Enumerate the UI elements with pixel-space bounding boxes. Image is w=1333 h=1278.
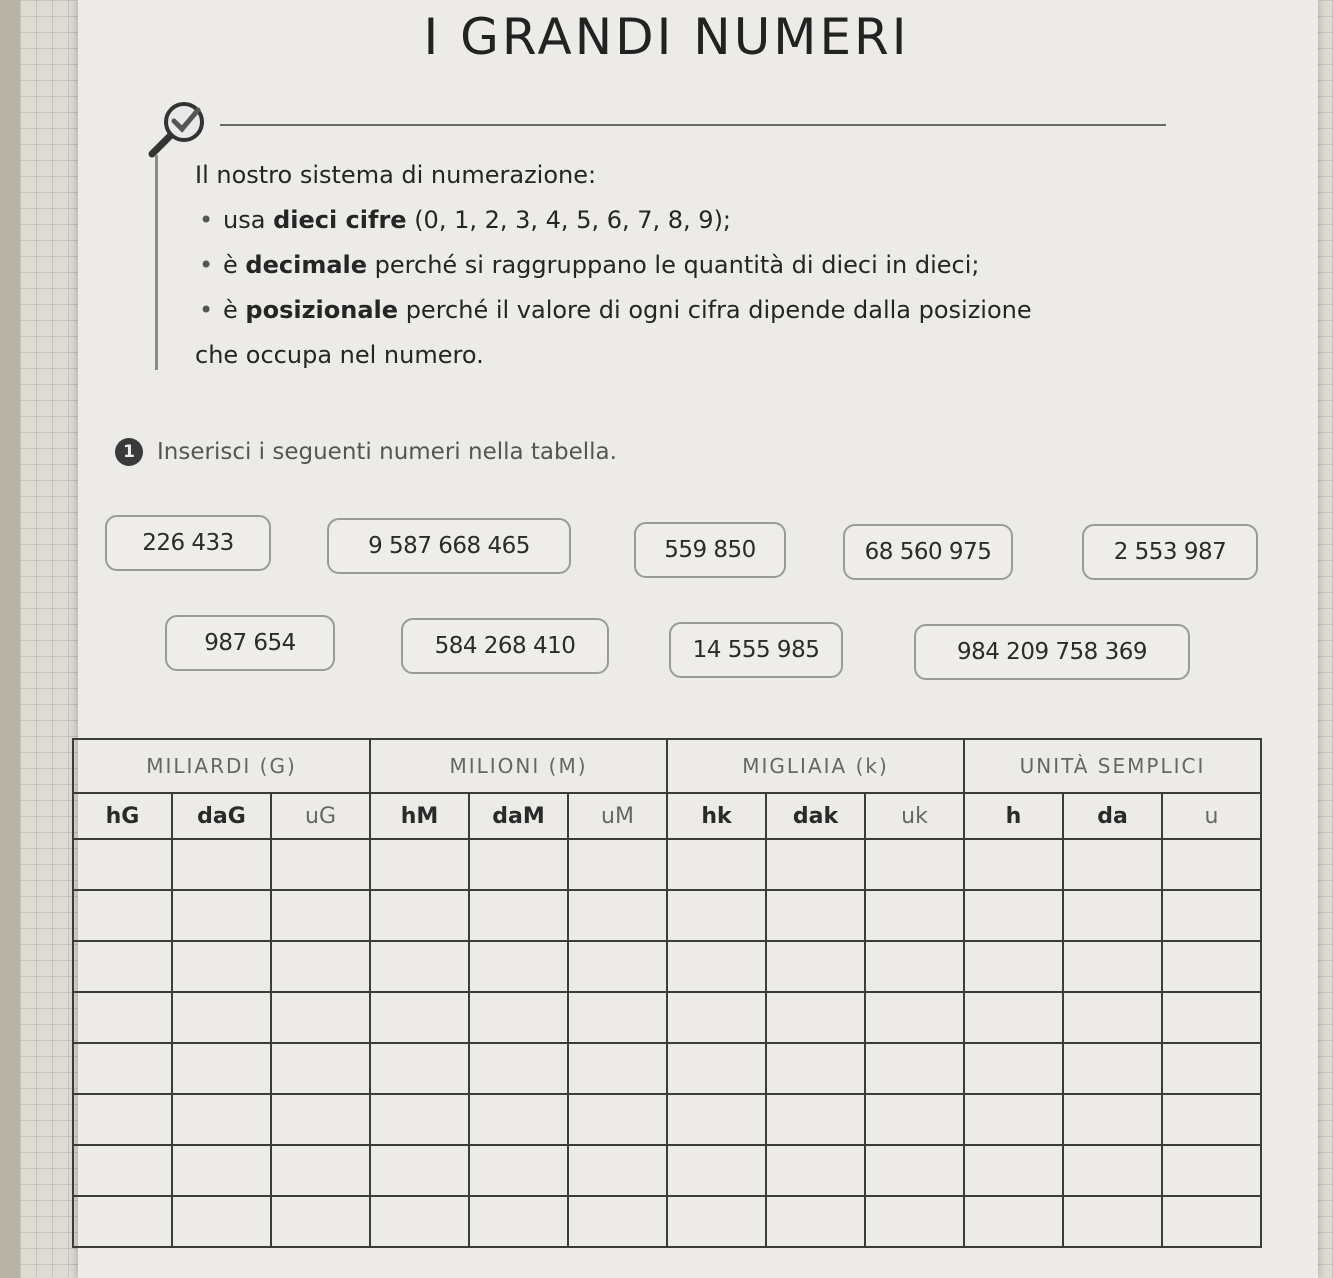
- table-cell[interactable]: [865, 992, 964, 1043]
- table-row: [73, 839, 1261, 890]
- table-cell[interactable]: [370, 941, 469, 992]
- table-cell[interactable]: [865, 1094, 964, 1145]
- group-header-units: UNITÀ SEMPLICI: [964, 739, 1261, 793]
- number-chip: 226 433: [105, 515, 271, 571]
- table-cell[interactable]: [766, 1196, 865, 1247]
- table-cell[interactable]: [172, 941, 271, 992]
- number-chip: 14 555 985: [669, 622, 843, 678]
- number-chip: 987 654: [165, 615, 335, 671]
- table-cell[interactable]: [865, 839, 964, 890]
- group-header-row: [73, 739, 1261, 793]
- table-cell[interactable]: [865, 890, 964, 941]
- table-cell[interactable]: [667, 992, 766, 1043]
- table-cell[interactable]: [469, 890, 568, 941]
- table-cell[interactable]: [964, 992, 1063, 1043]
- table-cell[interactable]: [1063, 1196, 1162, 1247]
- number-chip: 984 209 758 369: [914, 624, 1190, 680]
- table-cell[interactable]: [73, 1094, 172, 1145]
- table-cell[interactable]: [73, 890, 172, 941]
- table-cell[interactable]: [73, 839, 172, 890]
- column-header: dak: [766, 793, 865, 839]
- table-cell[interactable]: [469, 1145, 568, 1196]
- table-cell[interactable]: [469, 1094, 568, 1145]
- table-cell[interactable]: [271, 1196, 370, 1247]
- table-cell[interactable]: [172, 992, 271, 1043]
- table-cell[interactable]: [271, 1043, 370, 1094]
- table-cell[interactable]: [469, 941, 568, 992]
- table-cell[interactable]: [964, 1196, 1063, 1247]
- table-cell[interactable]: [370, 890, 469, 941]
- table-cell[interactable]: [1162, 1145, 1261, 1196]
- rule-continuation: che occupa nel numero.: [195, 341, 484, 369]
- table-cell[interactable]: [172, 1196, 271, 1247]
- number-chip: 584 268 410: [401, 618, 609, 674]
- table-cell[interactable]: [568, 992, 667, 1043]
- rule-bullet-decimal: • è decimale perché si raggruppano le quantità di dieci in dieci;: [195, 243, 1195, 288]
- table-cell[interactable]: [1063, 992, 1162, 1043]
- table-cell[interactable]: [1063, 1043, 1162, 1094]
- column-header: h: [964, 793, 1063, 839]
- table-cell[interactable]: [271, 992, 370, 1043]
- table-cell[interactable]: [172, 1094, 271, 1145]
- table-cell[interactable]: [766, 992, 865, 1043]
- table-row: [73, 1145, 1261, 1196]
- rule-box: [195, 153, 1195, 378]
- number-chip: 68 560 975: [843, 524, 1013, 580]
- table-cell[interactable]: [469, 1196, 568, 1247]
- table-cell[interactable]: [766, 890, 865, 941]
- number-chip: 2 553 987: [1082, 524, 1258, 580]
- column-header: daM: [469, 793, 568, 839]
- table-cell[interactable]: [964, 1043, 1063, 1094]
- table-row: [73, 1043, 1261, 1094]
- table-cell[interactable]: [766, 1145, 865, 1196]
- table-cell[interactable]: [1063, 1145, 1162, 1196]
- table-cell[interactable]: [766, 839, 865, 890]
- rule-intro: Il nostro sistema di numerazione:: [195, 161, 597, 189]
- number-chip: 559 850: [634, 522, 786, 578]
- place-value-table: [72, 738, 1262, 1248]
- group-header-billions: MILIARDI (G): [73, 739, 370, 793]
- table-cell[interactable]: [964, 839, 1063, 890]
- column-header: da: [1063, 793, 1162, 839]
- table-cell[interactable]: [1162, 1094, 1261, 1145]
- exercise-text: Inserisci i seguenti numeri nella tabella.: [157, 439, 617, 465]
- table-cell[interactable]: [73, 941, 172, 992]
- table-cell[interactable]: [1162, 992, 1261, 1043]
- header-rule-line: [220, 124, 1166, 126]
- table-cell[interactable]: [865, 941, 964, 992]
- table-cell[interactable]: [865, 1145, 964, 1196]
- table-row: [73, 890, 1261, 941]
- table-cell[interactable]: [865, 1043, 964, 1094]
- table-cell[interactable]: [172, 890, 271, 941]
- table-cell[interactable]: [865, 1196, 964, 1247]
- table-cell[interactable]: [568, 1043, 667, 1094]
- table-row: [73, 1094, 1261, 1145]
- table-cell[interactable]: [271, 1094, 370, 1145]
- table-cell[interactable]: [1162, 1196, 1261, 1247]
- table-cell[interactable]: [568, 1145, 667, 1196]
- table-cell[interactable]: [1063, 890, 1162, 941]
- column-header: daG: [172, 793, 271, 839]
- exercise-number-badge: 1: [115, 438, 143, 466]
- table-cell[interactable]: [766, 1094, 865, 1145]
- table-cell[interactable]: [667, 941, 766, 992]
- table-cell[interactable]: [1162, 941, 1261, 992]
- table-cell[interactable]: [667, 1196, 766, 1247]
- group-header-thousands: MIGLIAIA (k): [667, 739, 964, 793]
- table-cell[interactable]: [271, 941, 370, 992]
- table-cell[interactable]: [1063, 941, 1162, 992]
- rule-side-bar: [155, 155, 158, 370]
- table-row: [73, 1196, 1261, 1247]
- table-cell[interactable]: [271, 839, 370, 890]
- table-cell[interactable]: [172, 839, 271, 890]
- table-cell[interactable]: [370, 1094, 469, 1145]
- table-row: [73, 992, 1261, 1043]
- table-cell[interactable]: [667, 839, 766, 890]
- page-title: I GRANDI NUMERI: [423, 8, 910, 66]
- column-header: hM: [370, 793, 469, 839]
- table-cell[interactable]: [73, 1196, 172, 1247]
- table-cell[interactable]: [73, 992, 172, 1043]
- column-header: uG: [271, 793, 370, 839]
- table-body: [73, 839, 1261, 1247]
- table-cell[interactable]: [667, 1043, 766, 1094]
- table-cell[interactable]: [568, 890, 667, 941]
- exercise-instruction: [115, 438, 617, 466]
- table-cell[interactable]: [370, 1196, 469, 1247]
- table-cell[interactable]: [271, 890, 370, 941]
- column-header: uk: [865, 793, 964, 839]
- column-header: hk: [667, 793, 766, 839]
- table-cell[interactable]: [964, 941, 1063, 992]
- table-cell[interactable]: [667, 1094, 766, 1145]
- table-cell[interactable]: [568, 941, 667, 992]
- table-cell[interactable]: [172, 1145, 271, 1196]
- column-header: u: [1162, 793, 1261, 839]
- table-cell[interactable]: [469, 839, 568, 890]
- group-header-millions: MILIONI (M): [370, 739, 667, 793]
- table-cell[interactable]: [568, 839, 667, 890]
- table-cell[interactable]: [667, 1145, 766, 1196]
- table-cell[interactable]: [568, 1094, 667, 1145]
- table-cell[interactable]: [73, 1043, 172, 1094]
- table-cell[interactable]: [766, 941, 865, 992]
- table-cell[interactable]: [469, 1043, 568, 1094]
- table-cell[interactable]: [370, 992, 469, 1043]
- column-header-row: [73, 793, 1261, 839]
- table-cell[interactable]: [964, 1145, 1063, 1196]
- table-cell[interactable]: [766, 1043, 865, 1094]
- table-cell[interactable]: [667, 890, 766, 941]
- number-chip: 9 587 668 465: [327, 518, 571, 574]
- table-cell[interactable]: [271, 1145, 370, 1196]
- table-cell[interactable]: [964, 1094, 1063, 1145]
- table-cell[interactable]: [370, 1043, 469, 1094]
- table-cell[interactable]: [1162, 890, 1261, 941]
- table-row: [73, 941, 1261, 992]
- table-cell[interactable]: [964, 890, 1063, 941]
- table-cell[interactable]: [1162, 839, 1261, 890]
- table-cell[interactable]: [1063, 1094, 1162, 1145]
- table-cell[interactable]: [370, 1145, 469, 1196]
- table-cell[interactable]: [73, 1145, 172, 1196]
- rule-bullet-digits: • usa dieci cifre (0, 1, 2, 3, 4, 5, 6, 7, 8, 9);: [195, 198, 1195, 243]
- table-cell[interactable]: [172, 1043, 271, 1094]
- table-cell[interactable]: [1063, 839, 1162, 890]
- rule-bullet-positional: • è posizionale perché il valore di ogni cifra dipende dalla posizione: [195, 288, 1195, 333]
- column-header: hG: [73, 793, 172, 839]
- table-cell[interactable]: [370, 839, 469, 890]
- table-cell[interactable]: [1162, 1043, 1261, 1094]
- table-cell[interactable]: [469, 992, 568, 1043]
- column-header: uM: [568, 793, 667, 839]
- table-cell[interactable]: [568, 1196, 667, 1247]
